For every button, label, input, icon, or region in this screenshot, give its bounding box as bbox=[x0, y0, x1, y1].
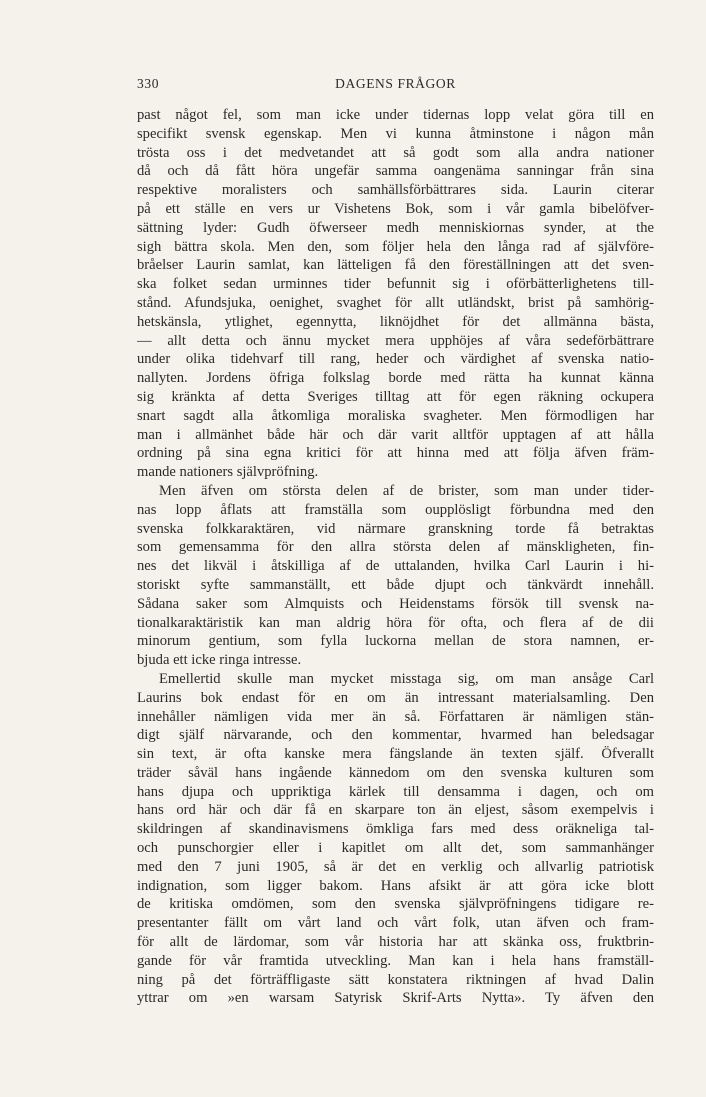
text-line: Laurins bok endast för en om än intressant materialsamling. Den bbox=[137, 689, 654, 706]
text-line: mande nationers självpröfning. bbox=[137, 464, 319, 481]
text-line: man i allmänhet både här och där varit alltför upptagen af att hålla bbox=[137, 426, 654, 443]
text-line: de kritiska omdömen, som den svenska självpröfningens tidigare re- bbox=[137, 896, 654, 913]
text-line: under olika tidehvarf till rang, heder och värdighet af svenska natio- bbox=[137, 351, 654, 368]
text-line: hetskänsla, ytlighet, egennytta, liknöjdhet för det allmänna bästa, bbox=[137, 313, 654, 330]
text-line: minorum gentium, som fylla luckorna mellan de stora namnen, er- bbox=[137, 633, 654, 650]
text-line: skildringen af skandinavismens ömkliga fars med dess oräkneliga tal- bbox=[137, 821, 654, 838]
text-line: innehåller nämligen vida mer än så. Författaren är nämligen stän- bbox=[137, 708, 654, 725]
text-line: bjuda ett icke ringa intresse. bbox=[137, 652, 302, 669]
text-line: trösta oss i det medvetandet att så godt som alla andra nationer bbox=[137, 144, 654, 161]
page-number: 330 bbox=[137, 76, 160, 91]
text-line: för allt de lärdomar, som vår historia har att skänka oss, fruktbrin- bbox=[137, 934, 654, 951]
text-line: presentanter fällt om vårt land och vårt folk, utan äfven och fram- bbox=[137, 915, 654, 932]
running-title: DAGENS FRÅGOR bbox=[335, 76, 456, 91]
text-line: snart sagdt alla åtkomliga moraliska svagheter. Men förmodligen har bbox=[137, 407, 654, 424]
text-line: tionalkaraktäristik kan man aldrig höra för ofta, och flera af de dii bbox=[137, 614, 654, 631]
text-line: Sådana saker som Almquists och Heidenstams försök till svensk na- bbox=[137, 595, 654, 612]
text-line: hans ord här och där få en skarpare ton än eljest, såsom exempelvis i bbox=[137, 802, 654, 819]
text-line: hans djupa och uppriktiga kärlek till densamma i dagen, och om bbox=[137, 783, 654, 800]
text-line: då och då fått höra ungefär samma oangenäma sanningar från sina bbox=[137, 163, 654, 180]
text-line: Men äfven om största delen af de brister, som man under tider- bbox=[159, 482, 654, 499]
text-line: träder såväl hans ingående kännedom om den svenska kulturen som bbox=[137, 764, 654, 781]
text-line: storiskt syfte sammanställt, ett både djupt och tänkvärdt innehåll. bbox=[137, 576, 654, 593]
text-line: nas lopp åflats att framställa som oupplösligt förbundna med den bbox=[137, 501, 654, 518]
text-line: stånd. Afundsjuka, oenighet, svaghet för allt utländskt, brist på samhörig- bbox=[137, 294, 654, 311]
text-line: nallyten. Jordens öfriga folkslag borde med rätta ha kunnat känna bbox=[137, 370, 654, 387]
text-line: sättning lyder: Gudh öfwerseer medh menniskiornas synder, at the bbox=[137, 219, 654, 236]
text-line: specifikt svensk egenskap. Men vi kunna åtminstone i någon mån bbox=[137, 125, 654, 142]
text-line: digt själf närvarande, och den kommentar, hvarmed han beledsagar bbox=[137, 727, 654, 744]
text-line: och punschorgier eller i kapitlet om allt det, som sammanhänger bbox=[137, 840, 654, 857]
text-line: sin text, är ofta kanske mera fängslande än texten själf. Öfverallt bbox=[137, 746, 654, 763]
body-text bbox=[137, 106, 654, 1008]
text-line: sig kränkta af detta Sveriges tilltag att för egen räkning ockupera bbox=[137, 388, 654, 405]
text-line: — allt detta och ännu mycket mera upphöjes af våra sedeförbättrare bbox=[137, 332, 654, 349]
text-line: sigh bättra skola. Men den, som följer hela den långa rad af självföre- bbox=[137, 238, 654, 255]
text-line: nes det likväl i åtskilliga af de uttalanden, hvilka Carl Laurin i hi- bbox=[137, 558, 654, 575]
page-header bbox=[137, 76, 654, 96]
text-line: yttrar om »en warsam Satyrisk Skrif-Arts Nytta». Ty äfven den bbox=[137, 990, 654, 1007]
text-line: respektive moralisters och samhällsförbättrares sida. Laurin citerar bbox=[137, 182, 654, 199]
text-line: bråelser Laurin samlat, kan lätteligen få den föreställningen att det sven- bbox=[137, 257, 654, 274]
text-line: ordning på sina egna kritici för att hinna med att följa äfven främ- bbox=[137, 445, 654, 462]
text-line: gande för vår framtida utveckling. Man kan i hela hans framställ- bbox=[137, 952, 654, 969]
text-line: ska folket sedan urminnes tider befunnit sig i oförbätterlighetens till- bbox=[137, 276, 654, 293]
text-line: som gemensamma för den allra största delen af mänskligheten, fin- bbox=[137, 539, 654, 556]
text-line: indignation, som ligger bakom. Hans afsikt är att göra icke blott bbox=[137, 877, 654, 894]
text-line: svenska folkkaraktären, vid närmare granskning torde få betraktas bbox=[137, 520, 654, 537]
text-line: Emellertid skulle man mycket misstaga sig, om man ansåge Carl bbox=[159, 670, 654, 687]
text-line: past något fel, som man icke under tidernas lopp velat göra till en bbox=[137, 107, 654, 123]
text-line: på ett ställe en vers ur Vishetens Bok, som i vår gamla bibelöfver- bbox=[137, 200, 654, 217]
text-line: ning på det förträffligaste sätt konstatera riktningen af hvad Dalin bbox=[137, 971, 654, 988]
text-line: med den 7 juni 1905, så är det en verklig och allvarlig patriotisk bbox=[137, 858, 654, 875]
